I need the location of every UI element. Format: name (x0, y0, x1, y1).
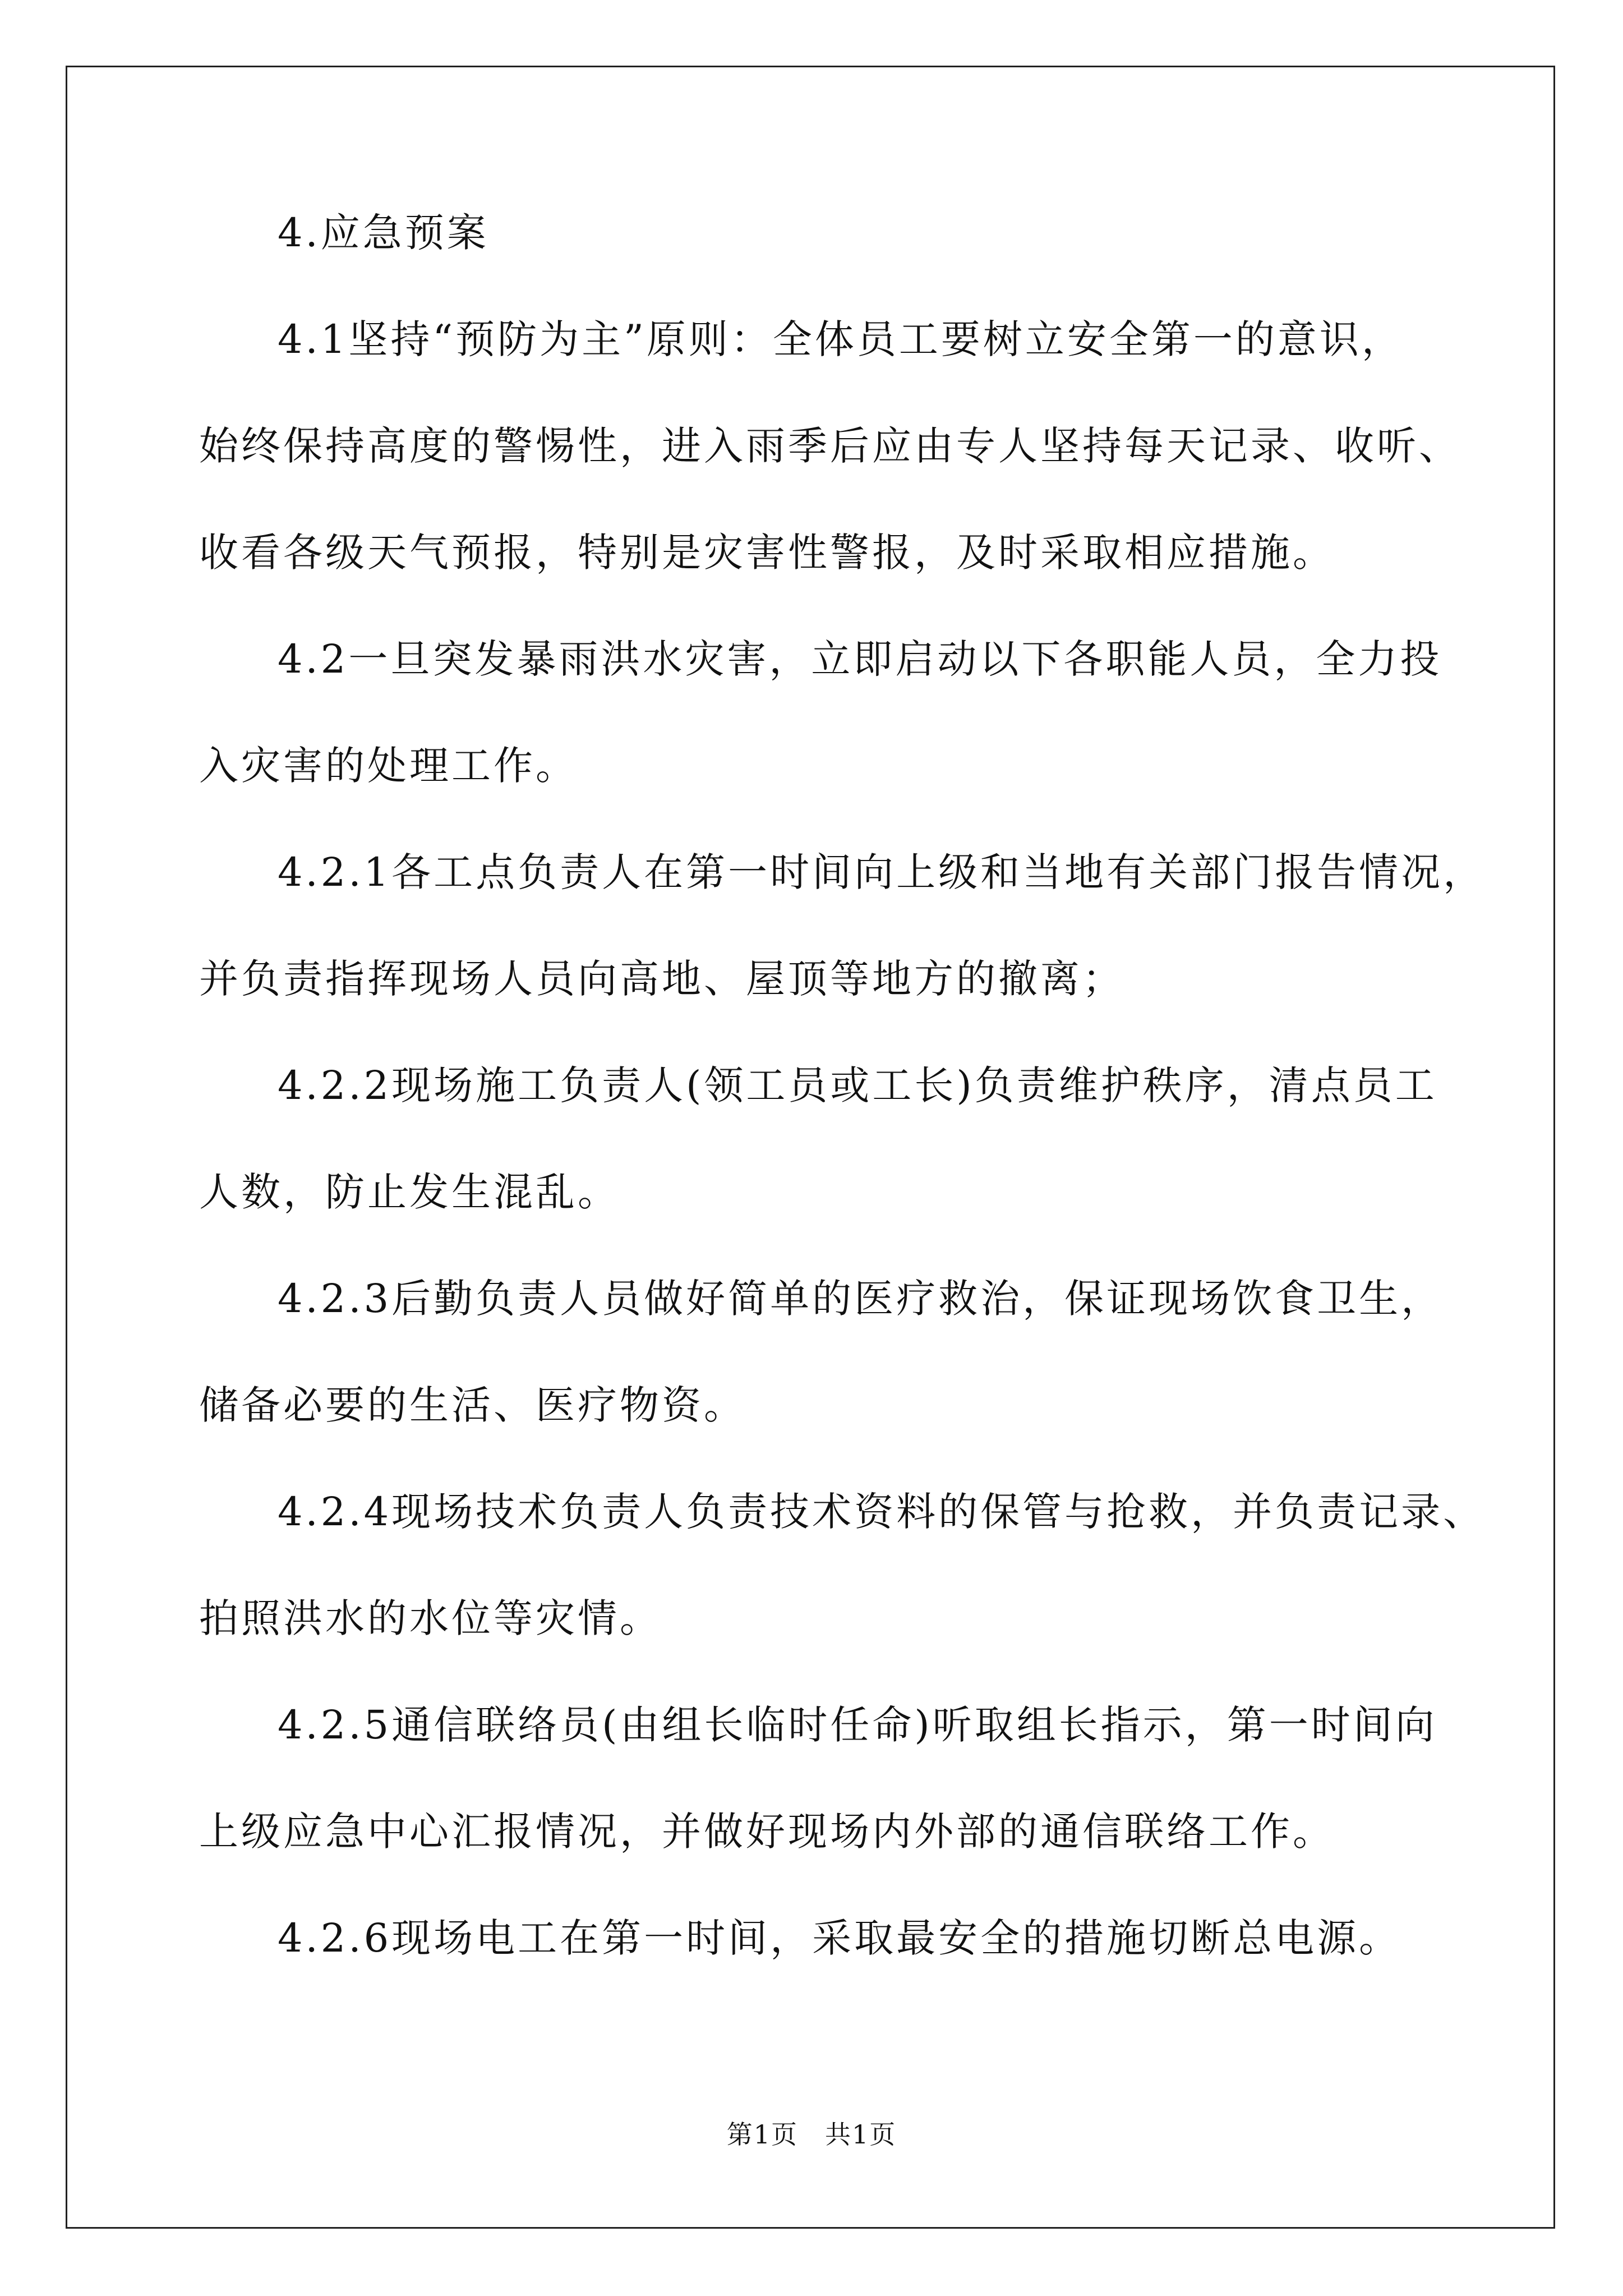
page-number: 第1页 共1页 (726, 2119, 897, 2150)
page-border (66, 66, 1555, 2229)
paragraph-line: 并负责指挥现场人员向高地、屋顶等地方的撤离； (199, 956, 1124, 1002)
paragraph-line: 4.2一旦突发暴雨洪水灾害，立即启动以下各职能人员，全力投 (278, 636, 1442, 682)
section-heading: 4.应急预案 (278, 210, 489, 256)
paragraph-line: 4.1坚持“预防为主”原则：全体员工要树立安全第一的意识， (278, 316, 1404, 362)
paragraph-line: 入灾害的处理工作。 (199, 743, 578, 789)
paragraph-line: 4.2.1各工点负责人在第一时间向上级和当地有关部门报告情况， (278, 849, 1486, 895)
paragraph-line: 4.2.4现场技术负责人负责技术资料的保管与抢救，并负责记录、 (278, 1489, 1486, 1535)
paragraph-line: 人数，防止发生混乱。 (199, 1169, 620, 1215)
paragraph-line: 4.2.6现场电工在第一时间，采取最安全的措施切断总电源。 (278, 1915, 1401, 1961)
paragraph-line: 拍照洪水的水位等灾情。 (199, 1595, 662, 1641)
paragraph-line: 储备必要的生活、医疗物资。 (199, 1382, 746, 1428)
paragraph-line: 4.2.3后勤负责人员做好简单的医疗救治，保证现场饮食卫生， (278, 1276, 1444, 1322)
paragraph-line: 4.2.5通信联络员(由组长临时任命)听取组长指示，第一时间向 (278, 1702, 1437, 1748)
paragraph-line: 始终保持高度的警惕性，进入雨季后应由专人坚持每天记录、收听、 (199, 423, 1461, 469)
paragraph-line: 4.2.2现场施工负责人(领工员或工长)负责维护秩序，清点员工 (278, 1062, 1437, 1108)
paragraph-line: 上级应急中心汇报情况，并做好现场内外部的通信联络工作。 (199, 1809, 1335, 1855)
paragraph-line: 收看各级天气预报，特别是灾害性警报，及时采取相应措施。 (199, 530, 1335, 576)
